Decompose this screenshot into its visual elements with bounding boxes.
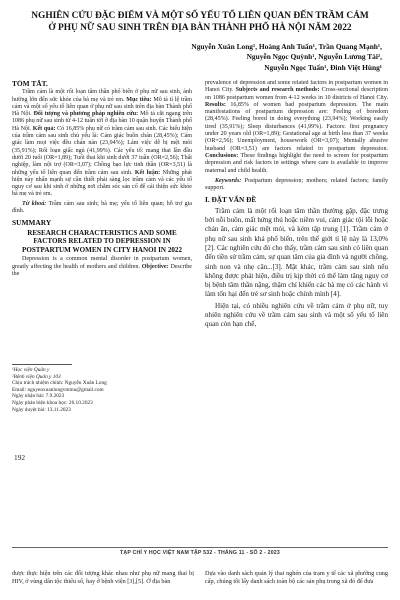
summary-objective-label: Objective: bbox=[141, 263, 169, 270]
keywords-vi bbox=[12, 201, 192, 216]
footnote-affiliation-1: ¹Học viện Quân y bbox=[12, 367, 50, 373]
author-line3: Nguyễn Ngọc Tuấn¹, Đinh Việt Hùng¹ bbox=[264, 62, 382, 72]
journal-header: TẠP CHÍ Y HỌC VIỆT NAM TẬP 532 - THÁNG 11 - SỐ 2 - 2023 bbox=[120, 550, 280, 556]
page-number: 192 bbox=[14, 453, 26, 462]
keywords-vi-text: Trầm cảm sau sinh; bà mẹ; yếu tố liên quan; hỗ trợ gia đình. bbox=[12, 200, 192, 215]
journal-divider bbox=[12, 547, 388, 548]
paper-title bbox=[14, 11, 386, 34]
abstract-vi-method-label: Đối tượng và phương pháp nghiên cứu: bbox=[33, 111, 139, 118]
next-page-left-text: được thực hiện trên các đối tượng khác nhau như phụ nữ mang thai bị HIV, ở vùng dân tộc thiểu số, hay ở bệnh viện [3],[5]. Ở địa bàn bbox=[12, 570, 194, 586]
paper-title-line2: Ở PHỤ NỮ SAU SINH TRÊN ĐỊA BÀN THÀNH PHỐ HÀ NỘI NĂM 2022 bbox=[48, 22, 352, 33]
summary-subjects-label: Subjects and research methods: bbox=[235, 87, 320, 94]
footnote-accepted: Ngày duyệt bài: 13.11.2023 bbox=[12, 406, 71, 413]
intro-paragraph-1: Trầm cảm là một rối loạn tâm thần thường gặp, đặc trưng bởi nỗi buồn, mất hứng thú hoặc niềm vui, cảm giác tội lỗi hoặc chán ăn, cảm giác mệt mỏi, và kém tập trung [1]. Trầm cảm ở phụ nữ sau sinh khá phổ biến, trên thế giới tỉ lệ này là 13,0% [2]. Các nghiên cứu đó cho thấy, trầm cảm sau sinh có liên quan đến tiền sử trầm cảm, sự quan tâm của gia đình và người chồng, sinh non và nhẹ cân...[3]. Mặt khác, trầm cảm sau sinh nếu không được phát hiện, điều trị kịp thời có thể làm tăng nguy cơ bị bệnh tâm thần nặng, thậm chí khiến các bà mẹ có các hành vi làm tổn hại đến trẻ sơ sinh hoặc chính mình [4]. bbox=[205, 206, 388, 299]
abstract-vi-goal-label: Mục tiêu: bbox=[126, 96, 152, 103]
abstract-vi-goal: Mô tả tỉ lệ trầm cảm và một số yếu tố liên quan ở phụ nữ sau sinh trên địa bàn Thành phố Hà Nội. bbox=[12, 96, 192, 118]
abstract-vi-result-label: Kết quả: bbox=[32, 125, 56, 132]
footnote-received: Ngày nhận bài: 7.9.2023 bbox=[12, 393, 65, 400]
summary-body bbox=[12, 256, 192, 278]
footnote-affiliation-2: ²Bệnh viện Quân y 103 bbox=[12, 373, 61, 380]
left-column bbox=[12, 80, 192, 280]
author-list bbox=[172, 42, 382, 73]
english-title-line2: FACTORS RELATED TO DEPRESSION IN bbox=[33, 237, 171, 246]
abstract-vi-intro: Trầm cảm là một rối loạn tâm thần phổ biến ở phụ nữ sau sinh, ảnh hưởng lớn đến sức khỏe của bà mẹ và trẻ em. bbox=[12, 89, 192, 103]
summary-objective: Describe the bbox=[12, 263, 192, 278]
section-heading-intro: I. ĐẶT VẤN ĐỀ bbox=[205, 195, 257, 205]
paper-title-line1: NGHIÊN CỨU ĐẶC ĐIỂM VÀ MỘT SỐ YẾU TỐ LIÊN QUAN ĐẾN TRẦM CẢM bbox=[31, 11, 369, 21]
footnote-reviewed: Ngày phản biện khoa học: 26.10.2023 bbox=[12, 399, 93, 406]
abstract-vi-conclusion-label: Kết luận: bbox=[134, 169, 161, 176]
footnote-divider bbox=[12, 364, 72, 365]
summary-intro: Depression is a common mental disorder in postpartum women, greatly affecting the health of mothers and children. bbox=[12, 256, 192, 270]
keywords-en-label: Keywords: bbox=[215, 177, 242, 184]
author-line2: Nguyễn Ngọc Quỳnh¹, Nguyễn Lương Tài², bbox=[246, 52, 382, 62]
english-title-line3: POSTPARTUM WOMEN IN CITY HANOI IN 2022 bbox=[21, 245, 183, 254]
abstract-vi-body bbox=[12, 89, 192, 198]
right-column bbox=[205, 80, 388, 332]
intro-paragraph-2: Hiện tại, có nhiều nghiên cứu về trầm cảm ở phụ nữ, tuy nhiên nghiên cứu về trầm cảm sau sinh và một số yếu tố liên quan còn hạn chế, bbox=[205, 301, 388, 329]
footnote-corresponding: Chịu trách nhiệm chính: Nguyễn Xuân Long bbox=[12, 380, 107, 387]
keywords-en-text: Postpartum depression; mothers; related factors; family support. bbox=[205, 177, 388, 192]
abstract-vi-result: Có 16,85% phụ nữ có trầm cảm sau sinh. Các biểu hiện của trầm cảm sau sinh chủ yếu là: Cảm giác buồn chán (28,45%); Cảm giác làm mọi việc đều chán nản (23,94%); Làm việc dễ bị mệt mỏi (35,91%); Rối loạn giấc ngủ (41,99%). Các yếu tố: mang thai lần đầu dưới 20 tuổi (OR=1,89); Tuổi thai khi sinh dưới 37 tuần (OR=2,56); Thất nghiệp, làm nội trợ (OR=3,07); Chồng bạo lực tinh thần (OR=3,51) là những yếu tố liên quan đến trầm cảm sau sinh. bbox=[12, 125, 192, 176]
summary-conclusions: These findings highlight the need to screen for postpartum depression and risk factors in settings where care is available to improve maternal and child health. bbox=[205, 152, 388, 174]
summary-results-label: Results: bbox=[205, 101, 226, 108]
summary-subjects: Cross-sectional description on 1086 postpartum women from 4-12 weeks in 10 districts of Hanoi City. bbox=[205, 87, 388, 101]
summary-heading: SUMMARY bbox=[12, 218, 52, 228]
summary-continued bbox=[205, 80, 388, 175]
author-line1: Nguyễn Xuân Long¹, Hoàng Anh Tuấn¹, Trần Quang Mạnh¹, bbox=[191, 42, 382, 51]
english-title-line1: RESEARCH CHARACTERISTICS AND SOME bbox=[27, 228, 177, 237]
footnotes bbox=[12, 364, 192, 413]
keywords-vi-label: Từ khoá: bbox=[22, 200, 47, 207]
summary-conclusions-label: Conclusions: bbox=[205, 152, 239, 159]
abstract-vi-method: Mô tả cắt ngang trên 1086 phụ nữ sau sinh từ 4-12 tuần tới ở địa bàn 10 quận huyện Thành phố Hà Nội. bbox=[12, 111, 192, 132]
abstract-vi-heading: TÓM TẮT. bbox=[12, 80, 48, 88]
summary-objective-cont: prevalence of depression and some related factors in postpartum women in Hanoi City. bbox=[205, 80, 388, 94]
english-title bbox=[12, 229, 192, 255]
summary-results: 16,85% of women had postpartum depression. The main manifestations of postpartum depression are: Feeling of boredom (28,45%). Feeling bored in doing everything (23,94%); Working easily tired (35,91%); Sleep disturbances (41,99%). Factors: first pregnancy under 20 years old (OR=1,89); Gestational age at birth less than 37 weeks (OR=2,56); Unemployment, housework (OR=3,07); Mentally abusive husband (OR=3,51) are factors related to postpartum depression. bbox=[205, 101, 388, 152]
footnote-email: Email: nguyenxuanlongvmmu@gmail.com bbox=[12, 386, 104, 393]
abstract-vi-conclusion: Những phát hiện này nhấn mạnh sự cần thiết phải sàng lọc trầm cảm và các yếu tố nguy cơ sau khi sinh ở những nơi chăm sóc sản cổ để cải thiện sức khỏe bà mẹ và trẻ em. bbox=[12, 169, 192, 198]
next-page-right-text: Dựa vào danh sách quản lý thai nghén của trạm y tế các xã phường cung cấp, chúng tôi lấy danh sách toàn bộ các sản phụ trong xã đó để đưa bbox=[205, 570, 388, 586]
keywords-en bbox=[205, 178, 388, 193]
